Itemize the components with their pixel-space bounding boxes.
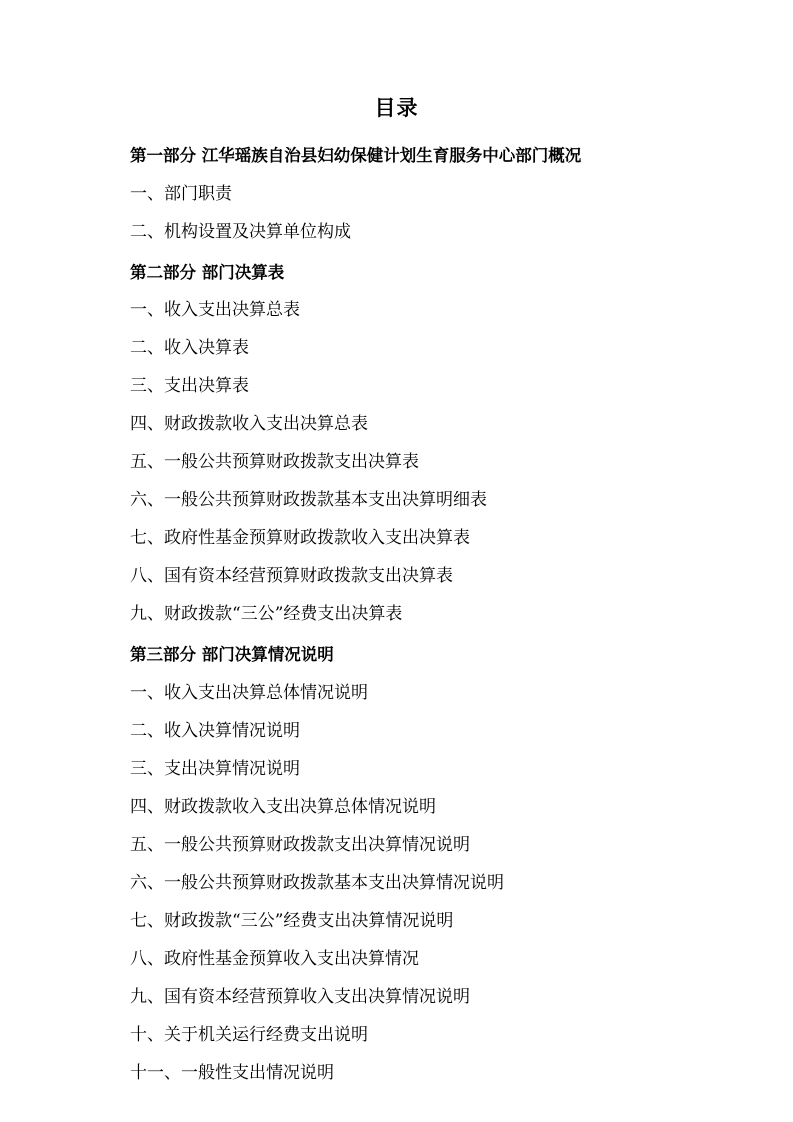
toc-entry-item[interactable]: 八、国有资本经营预算财政拨款支出决算表 (130, 566, 453, 586)
toc-entry-item[interactable]: 四、财政拨款收入支出决算总体情况说明 (130, 796, 436, 817)
table-of-contents (0, 148, 793, 1082)
toc-entry-item[interactable]: 五、一般公共预算财政拨款支出决算表 (130, 452, 419, 472)
toc-part-heading[interactable]: 第三部分 部门决算情况说明 (130, 645, 334, 664)
toc-entry-item[interactable]: 七、财政拨款“三公”经费支出决算情况说明 (130, 910, 454, 931)
toc-part-heading[interactable]: 第一部分 江华瑶族自治县妇幼保健计划生育服务中心部门概况 (130, 146, 582, 165)
toc-entry-item[interactable]: 九、国有资本经营预算收入支出决算情况说明 (130, 986, 470, 1007)
toc-entry-item[interactable]: 十、关于机关运行经费支出说明 (130, 1024, 368, 1045)
page-title: 目录 (374, 96, 419, 120)
toc-entry-item[interactable]: 六、一般公共预算财政拨款基本支出决算情况说明 (130, 872, 504, 893)
toc-entry-item[interactable]: 八、政府性基金预算收入支出决算情况 (130, 948, 419, 969)
toc-entry-item[interactable]: 十一、一般性支出情况说明 (130, 1062, 334, 1083)
toc-entry-item[interactable]: 三、支出决算表 (130, 376, 249, 396)
toc-entry-item[interactable]: 六、一般公共预算财政拨款基本支出决算明细表 (130, 490, 487, 510)
toc-entry-item[interactable]: 三、支出决算情况说明 (130, 758, 300, 779)
toc-entry-item[interactable]: 七、政府性基金预算财政拨款收入支出决算表 (130, 528, 470, 548)
toc-entry-item[interactable]: 一、部门职责 (130, 183, 232, 204)
toc-entry-item[interactable]: 九、财政拨款“三公”经费支出决算表 (130, 604, 403, 624)
toc-part-heading[interactable]: 第二部分 部门决算表 (130, 262, 285, 282)
toc-entry-item[interactable]: 二、收入决算情况说明 (130, 720, 300, 741)
toc-entry-item[interactable]: 一、收入支出决算总表 (130, 300, 300, 320)
toc-entry-item[interactable]: 四、财政拨款收入支出决算总表 (130, 414, 368, 434)
toc-entry-item[interactable]: 二、机构设置及决算单位构成 (130, 221, 351, 242)
toc-entry-item[interactable]: 五、一般公共预算财政拨款支出决算情况说明 (130, 834, 470, 855)
toc-entry-item[interactable]: 一、收入支出决算总体情况说明 (130, 682, 368, 703)
toc-entry-item[interactable]: 二、收入决算表 (130, 338, 249, 358)
